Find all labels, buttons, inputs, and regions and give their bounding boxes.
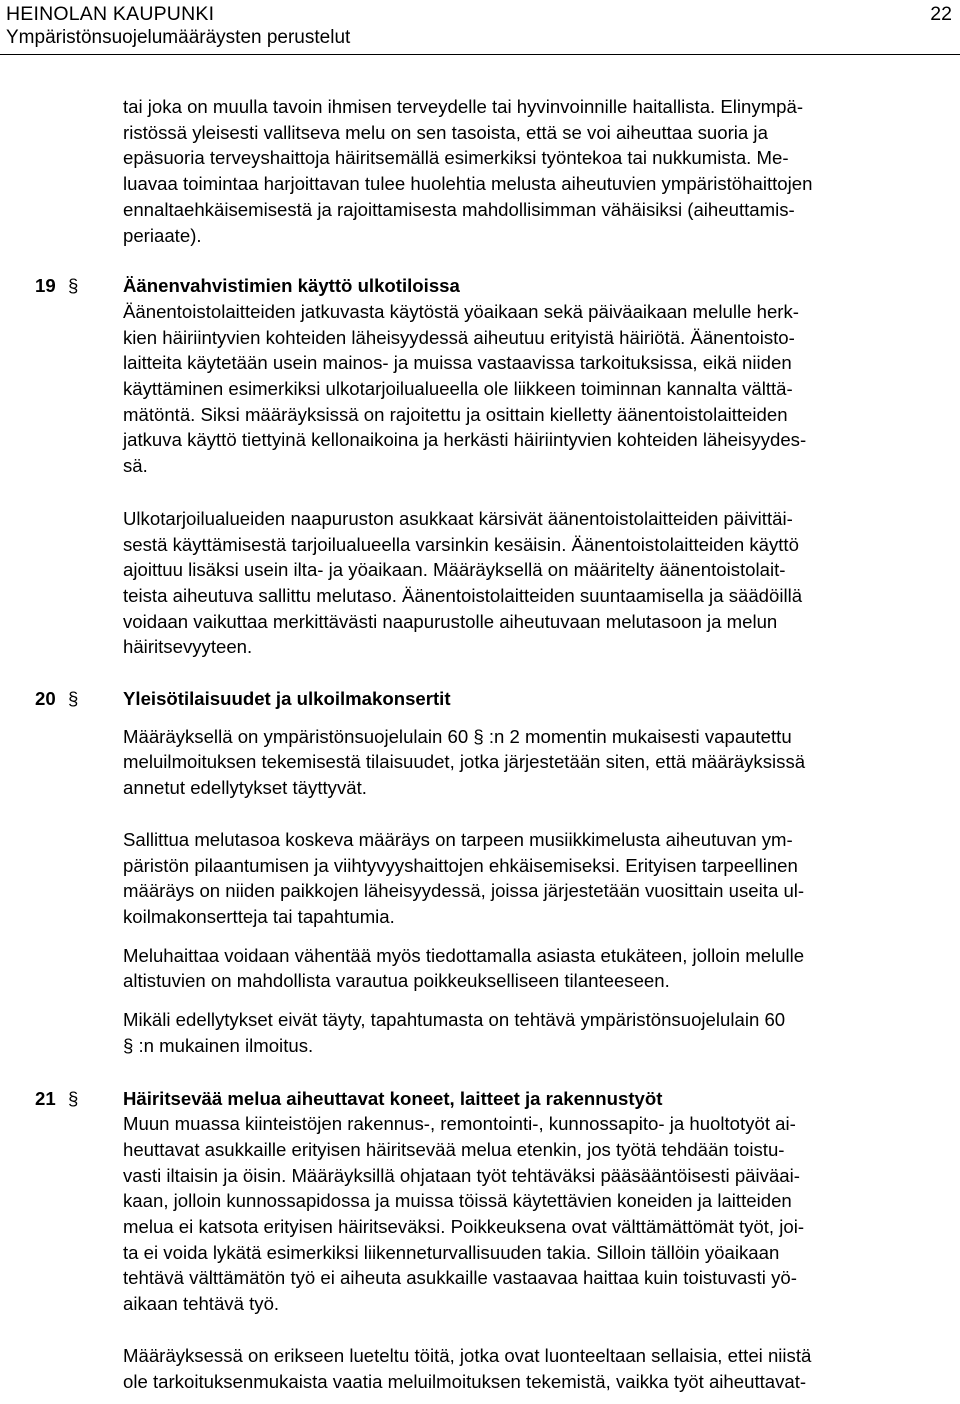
section-paragraph: Määräyksessä on erikseen lueteltu töitä, jotka ovat luonteeltaan sellaisia, ettei niistä ole tarkoituksenmukaista vaatia meluilmoituksen tekemistä, vaikka työt aiheuttavat-: [123, 1344, 812, 1392]
section-21: [0, 1086, 960, 1395]
section-paragraph: Sallittua melutasoa koskeva määräys on tarpeen musiikkimelusta aiheutuvan ym- päristön pilaantumisen ja viihtyvyyshaittojen ehkäisemiseksi. Erityisen tarpeellinen määräys on niiden paikkojen läheisyydessä, joissa järjestetään vuosittain useita ul- koilmakonsertteja tai tapahtumia.: [123, 828, 805, 927]
organization-name: HEINOLAN KAUPUNKI: [6, 3, 215, 25]
section-paragraph: Muun muassa kiinteistöjen rakennus-, remontointi-, kunnossapito- ja huoltotyöt ai- heuttavat asukkaille erityisen häiritsevää melua etenkin, jos työtä tehdään toistu- vasti iltaisin ja öisin. Määräyksillä ohjataan työt tehtäväksi pääsääntöisesti päiväai- kaan, jolloin kunnossapidossa ja muissa töissä käytettävien koneiden ja laitteiden melua ei katsota erityisen häiritseväksi. Poikkeuksena ovat välttämättömät työt, joi- ta ei voida lykätä esimerkiksi liikenneturvallisuuden takia. Silloin tällöin yöaikaan tehtävä välttämätön työ ei aiheuta asukkaille vastaavaa haittaa kuin toistuvasti yö- aikaan tehtävä työ.: [123, 1113, 805, 1315]
section-mark: §: [68, 275, 79, 297]
section-20: [0, 686, 960, 1058]
section-title: Häiritsevää melua aiheuttavat koneet, laitteet ja rakennustyöt: [123, 1087, 663, 1109]
document-title: Ympäristönsuojelumääräysten perustelut: [6, 27, 351, 48]
section-paragraph: Äänentoistolaitteiden jatkuvasta käytöstä yöaikaan sekä päiväaikaan melulle herk- kien häiriintyvien kohteiden läheisyydessä aiheutuu erityistä häiriötä. Äänentoisto- laitteita käytetään usein mainos- ja muissa vastaavissa tarkoituksissa, eikä niiden käyttäminen esimerkiksi ulkotarjoilualueella ole liikkeen toiminnan kannalta välttä- mätöntä. Siksi määräyksissä on rajoitettu ja osittain kielletty äänentoistolaitteiden jatkuva käyttö tiettyinä kellonaikoina ja herkästi häiriintyvien kohteiden läheisyydes- sä.: [123, 300, 807, 477]
section-paragraph: Määräyksellä on ympäristönsuojelulain 60 § :n 2 momentin mukaisesti vapautettu meluilmoituksen tekemisestä tilaisuudet, jotka järjestetään siten, että määräyksissä annetut edellytykset täyttyvät.: [123, 725, 806, 799]
section-mark: §: [68, 1087, 79, 1109]
intro-paragraph: tai joka on muulla tavoin ihmisen terveydelle tai hyvinvoinnille haitallista. Elinympä- ristössä yleisesti vallitseva melu on sen tasoista, että se voi aiheuttaa suoria ja epäsuoria terveyshaittoja häiritsemällä esimerkiksi työntekoa tai nukkumista. Me- luavaa toimintaa harjoittavan tulee huolehtia melusta aiheutuvien ympäristöhaittojen ennaltaehkäisemisestä ja rajoittamisesta mahdollisimman vähäisiksi (aiheuttamis- periaate).: [123, 96, 813, 246]
page-header: [0, 0, 960, 55]
section-number: 19: [35, 275, 56, 297]
section-paragraph: Mikäli edellytykset eivät täyty, tapahtumasta on tehtävä ympäristönsuojelulain 60 § :n mukainen ilmoitus.: [123, 1009, 786, 1056]
section-paragraph: Meluhaittaa voidaan vähentää myös tiedottamalla asiasta etukäteen, jolloin melulle altistuvien on mahdollista varautua poikkeukselliseen tilanteeseen.: [123, 944, 805, 992]
section-title: Yleisötilaisuudet ja ulkoilmakonsertit: [123, 688, 451, 710]
section-title: Äänenvahvistimien käyttö ulkotiloissa: [123, 275, 460, 297]
section-number: 20: [35, 688, 56, 710]
section-mark: §: [68, 688, 79, 710]
page-number: 22: [930, 3, 952, 25]
section-19: [0, 273, 960, 660]
section-paragraph: Ulkotarjoilualueiden naapuruston asukkaat kärsivät äänentoistolaitteiden päivittäi- sestä käyttämisestä tarjoilualueella varsinkin kesäisin. Äänentoistolaitteiden käyttö ajoittuu lisäksi usein ilta- ja yöaikaan. Määräyksellä on määritelty äänentoistolait- teista aiheutuva sallittu melutaso. Äänentoistolaitteiden suuntaamisella ja säädöillä voidaan vaikuttaa merkittävästi naapurustolle aiheutuvaan melutasoon ja melun häiritsevyyteen.: [123, 507, 803, 658]
document-body: [0, 86, 960, 1394]
section-number: 21: [35, 1087, 56, 1109]
